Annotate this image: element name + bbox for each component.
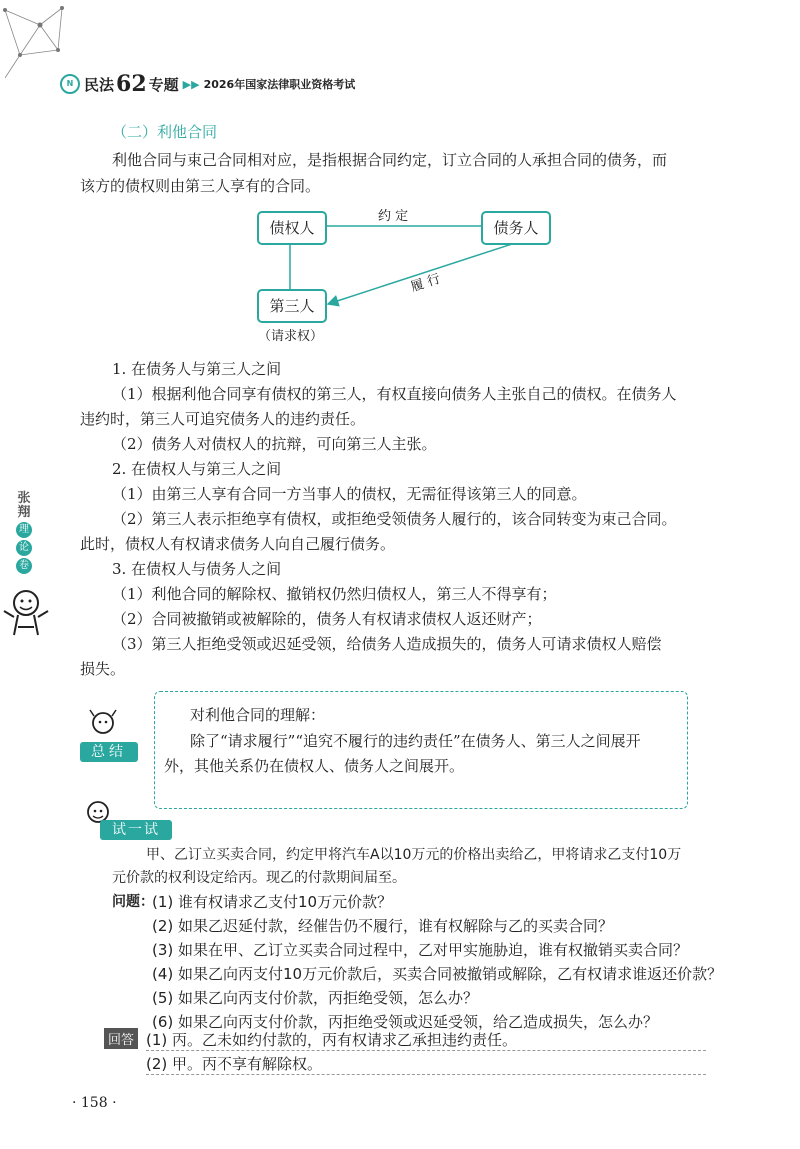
running-header bbox=[60, 72, 355, 96]
question-item: (2) 如果乙迟延付款，经催告仍不履行，谁有权解除与乙的买卖合同？ bbox=[152, 917, 614, 935]
body-line: （1）根据利他合同享有债权的第三人，有权直接向债务人主张自己的债权。在债务人 bbox=[112, 385, 677, 403]
creditor-box: 债权人 bbox=[257, 211, 327, 245]
book-name: 民法 bbox=[84, 75, 115, 94]
volume-badge: 卷 bbox=[16, 558, 32, 574]
exam-title: 2026年国家法律职业资格考试 bbox=[203, 78, 356, 91]
network-decoration-icon bbox=[0, 0, 80, 80]
body-line: （3）第三人拒绝受领或迟延受领，给债务人造成损失的，债务人可请求债权人赔偿 bbox=[112, 635, 662, 653]
body-line: 此时，债权人有权请求债务人向自己履行债务。 bbox=[80, 535, 396, 553]
page-number: · 158 · bbox=[72, 1095, 117, 1111]
body-line: 违约时，第三人可追究债务人的违约责任。 bbox=[80, 410, 366, 428]
summary-line: 除了“请求履行”“追究不履行的违约责任”在债务人、第三人之间展开 bbox=[190, 732, 641, 750]
author-sidebar bbox=[4, 492, 44, 576]
intro-line: 该方的债权则由第三人享有的合同。 bbox=[80, 177, 321, 195]
subheading: 2. 在债权人与第三人之间 bbox=[112, 460, 282, 478]
debtor-box: 债务人 bbox=[481, 211, 551, 245]
body-line: （2）合同被撤销或被解除的，债务人有权请求债权人返还财产； bbox=[112, 610, 542, 628]
body-line: （1）由第三人享有合同一方当事人的债权，无需征得该第三人的同意。 bbox=[112, 485, 587, 503]
question-item: (5) 如果乙向丙支付价款，丙拒绝受领，怎么办？ bbox=[152, 989, 479, 1007]
subheading: 1. 在债务人与第三人之间 bbox=[112, 360, 282, 378]
question-label: 问题： bbox=[112, 894, 154, 910]
agree-label: 约 定 bbox=[378, 209, 409, 224]
question-item: (6) 如果乙向丙支付价款，丙拒绝受领或迟延受领，给乙造成损失，怎么办？ bbox=[152, 1013, 659, 1031]
summary-tag: 总结 bbox=[80, 742, 138, 762]
book-suffix: 专题 bbox=[148, 75, 179, 94]
arrow-icon: ▶▶ bbox=[182, 77, 200, 91]
third-party-box: 第三人 bbox=[257, 289, 327, 323]
body-line: 损失。 bbox=[80, 660, 126, 678]
author-name: 翔 bbox=[17, 505, 31, 520]
case-line: 甲、乙订立买卖合同，约定甲将汽车A以10万元的价格出卖给乙，甲将请求乙支付10万 bbox=[146, 847, 682, 863]
claim-label: （请求权） bbox=[258, 329, 324, 344]
perform-label: 履 行 bbox=[409, 271, 443, 296]
trial-tag: 试一试 bbox=[100, 820, 172, 840]
question-item: (1) 谁有权请求乙支付10万元价款？ bbox=[152, 893, 393, 911]
book-number: 62 bbox=[116, 71, 147, 97]
summary-title: 对利他合同的理解： bbox=[190, 706, 326, 724]
summary-line: 外，其他关系仍在债权人、债务人之间展开。 bbox=[164, 757, 465, 775]
mascot-icon bbox=[2, 585, 50, 640]
book-logo-icon: N bbox=[60, 74, 80, 94]
summary-mascot-icon bbox=[86, 708, 120, 742]
body-line: （2）债务人对债权人的抗辩，可向第三人主张。 bbox=[112, 435, 437, 453]
subheading: 3. 在债权人与债务人之间 bbox=[112, 560, 282, 578]
intro-line: 利他合同与束己合同相对应，是指根据合同约定，订立合同的人承担合同的债务，而 bbox=[112, 151, 668, 169]
answer-item: (1) 丙。乙未如约付款的，丙有权请求乙承担违约责任。 bbox=[146, 1030, 706, 1051]
question-item: (3) 如果在甲、乙订立买卖合同过程中，乙对甲实施胁迫，谁有权撤销买卖合同？ bbox=[152, 941, 689, 959]
volume-badge: 理 bbox=[16, 522, 32, 538]
body-line: （2）第三人表示拒绝享有债权，或拒绝受领债务人履行的，该合同转变为束己合同。 bbox=[112, 510, 677, 528]
section-title: （二）利他合同 bbox=[112, 123, 218, 141]
volume-badge: 论 bbox=[16, 540, 32, 556]
question-item: (4) 如果乙向丙支付10万元价款后，买卖合同被撤销或解除，乙有权请求谁返还价款？ bbox=[152, 965, 723, 983]
body-line: （1）利他合同的解除权、撤销权仍然归债权人，第三人不得享有； bbox=[112, 585, 557, 603]
author-name: 张 bbox=[17, 491, 31, 506]
answer-label: 回答 bbox=[104, 1028, 138, 1049]
case-line: 元价款的权利设定给丙。现乙的付款期间届至。 bbox=[112, 870, 406, 886]
answer-item: (2) 甲。丙不享有解除权。 bbox=[146, 1054, 706, 1075]
